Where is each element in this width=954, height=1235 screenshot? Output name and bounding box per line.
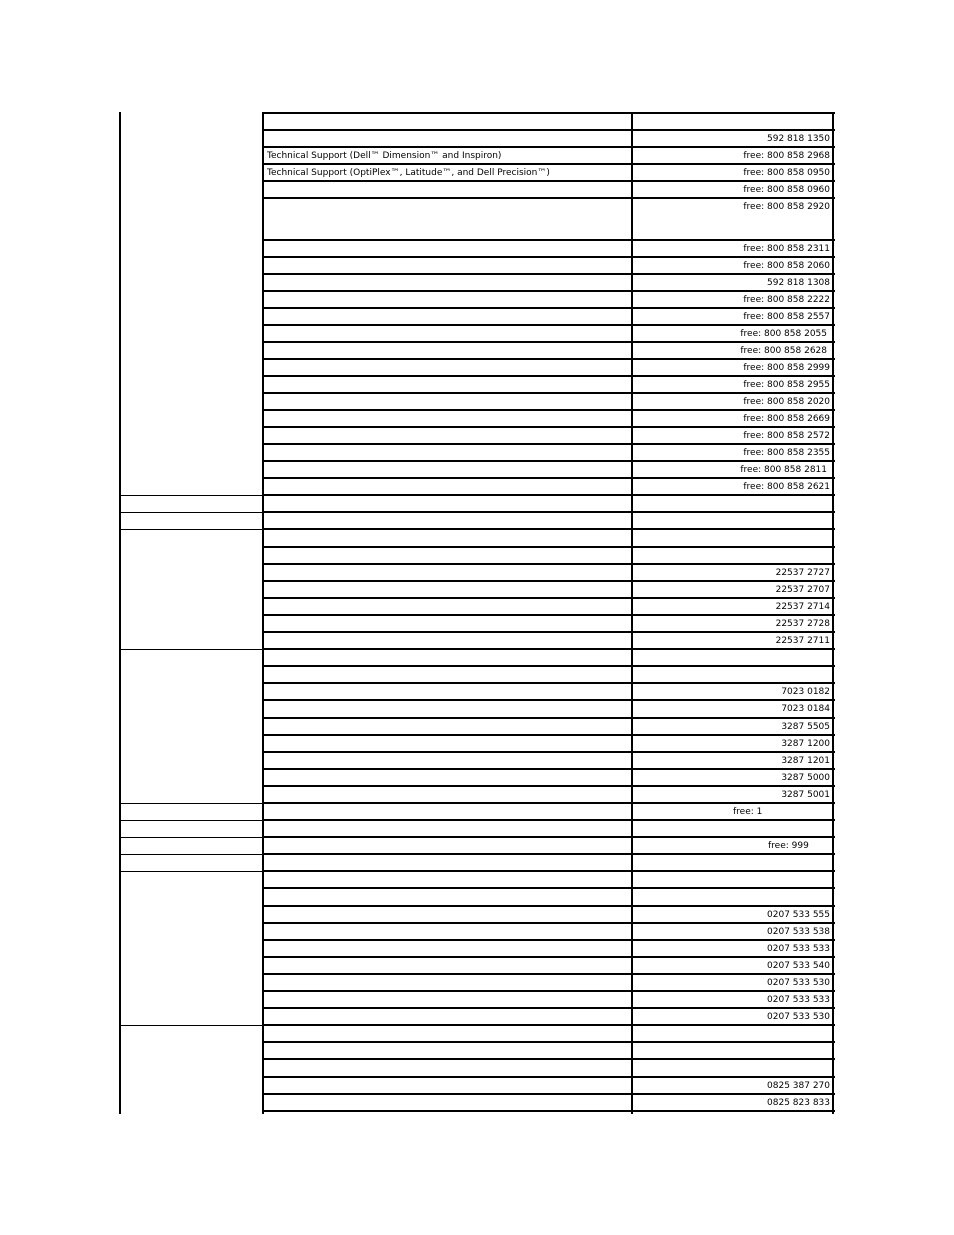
row-border: [263, 648, 835, 650]
row-phone-number: free: 800 858 2669: [743, 414, 830, 424]
row-phone-number: 0207 533 555: [767, 910, 830, 920]
row-phone-number: 22537 2728: [775, 619, 830, 629]
row-border: [263, 1093, 835, 1095]
row-border: [263, 905, 835, 907]
row-border: [263, 699, 835, 701]
row-phone-number: 22537 2707: [775, 585, 830, 595]
row-phone-number: free: 800 858 0960: [743, 185, 830, 195]
row-phone-number: 22537 2727: [775, 568, 830, 578]
row-phone-number: free: 800 858 2572: [743, 431, 830, 441]
row-phone-number: free: 800 858 2628: [740, 346, 827, 356]
row-phone-number: 0825 823 833: [767, 1098, 830, 1108]
row-phone-number: 0207 533 530: [767, 1012, 830, 1022]
row-border: [263, 563, 835, 565]
row-phone-number: 7023 0182: [781, 687, 830, 697]
row-border: [263, 580, 835, 582]
group-border: [120, 529, 263, 530]
group-border: [120, 495, 263, 496]
row-border: [263, 887, 835, 889]
row-phone-number: free: 800 858 2621: [743, 482, 830, 492]
group-border: [120, 871, 263, 872]
row-phone-number: 0207 533 540: [767, 961, 830, 971]
row-phone-number: 3287 1201: [781, 756, 830, 766]
row-phone-number: 0825 387 270: [767, 1081, 830, 1091]
row-phone-number: 22537 2714: [775, 602, 830, 612]
group-border: [120, 837, 263, 838]
row-phone-number: 592 818 1308: [767, 278, 830, 288]
group-border: [120, 512, 263, 513]
row-border: [263, 631, 835, 633]
row-description: Technical Support (Dell™ Dimension™ and Inspiron): [267, 151, 502, 161]
row-phone-number: 7023 0184: [781, 704, 830, 714]
group-border: [120, 854, 263, 855]
row-border: [263, 939, 835, 941]
group-border: [120, 649, 263, 650]
group-border: [120, 803, 263, 804]
row-border: [263, 853, 835, 855]
row-phone-number: 22537 2711: [775, 636, 830, 646]
row-phone-number: free: 800 858 0950: [743, 168, 830, 178]
row-border: [263, 1041, 835, 1043]
row-phone-number: 592 818 1350: [767, 134, 830, 144]
group-border: [120, 820, 263, 821]
row-border: [263, 751, 835, 753]
row-border: [263, 870, 835, 872]
row-border: [263, 614, 835, 616]
row-phone-number: 0207 533 533: [767, 995, 830, 1005]
row-border: [263, 734, 835, 736]
row-border: [263, 1058, 835, 1060]
row-phone-number: free: 800 858 2811: [740, 465, 827, 475]
row-border: [263, 1007, 835, 1009]
column-border: [119, 112, 121, 1114]
row-phone-number: free: 800 858 2557: [743, 312, 830, 322]
row-phone-number: free: 800 858 2920: [743, 202, 830, 212]
column-border: [262, 112, 264, 1114]
row-border: [263, 112, 835, 114]
row-border: [263, 922, 835, 924]
row-border: [263, 836, 835, 838]
row-border: [263, 956, 835, 958]
row-phone-number: free: 800 858 2955: [743, 380, 830, 390]
row-phone-number: 3287 5001: [781, 790, 830, 800]
row-phone-number: 3287 5000: [781, 773, 830, 783]
row-phone-number: free: 800 858 2060: [743, 261, 830, 271]
row-border: [263, 511, 835, 513]
row-phone-number: 3287 1200: [781, 739, 830, 749]
row-phone-number: 3287 5505: [781, 722, 830, 732]
row-phone-number: free: 800 858 2311: [743, 244, 830, 254]
row-phone-number: free: 800 858 2968: [743, 151, 830, 161]
row-border: [263, 665, 835, 667]
row-border: [263, 990, 835, 992]
row-phone-number: free: 800 858 2222: [743, 295, 830, 305]
row-border: [263, 1024, 835, 1026]
row-border: [263, 1110, 835, 1112]
row-description: Technical Support (OptiPlex™, Latitude™, and Dell Precision™): [267, 168, 550, 178]
row-border: [263, 768, 835, 770]
row-phone-number: free: 800 858 2999: [743, 363, 830, 373]
row-border: [263, 546, 835, 548]
row-phone-number: free: 1: [733, 807, 763, 817]
row-border: [263, 129, 835, 131]
group-border: [120, 1025, 263, 1026]
row-border: [263, 528, 835, 530]
column-border: [832, 112, 834, 1114]
row-phone-number: free: 999: [768, 841, 809, 851]
row-phone-number: free: 800 858 2020: [743, 397, 830, 407]
row-phone-number: 0207 533 530: [767, 978, 830, 988]
row-border: [263, 717, 835, 719]
row-phone-number: 0207 533 533: [767, 944, 830, 954]
row-phone-number: free: 800 858 2055: [740, 329, 827, 339]
row-phone-number: 0207 533 538: [767, 927, 830, 937]
row-phone-number: free: 800 858 2355: [743, 448, 830, 458]
column-border: [631, 112, 633, 1114]
row-border: [263, 973, 835, 975]
row-border: [263, 1076, 835, 1078]
row-border: [263, 597, 835, 599]
row-border: [263, 785, 835, 787]
row-border: [263, 682, 835, 684]
